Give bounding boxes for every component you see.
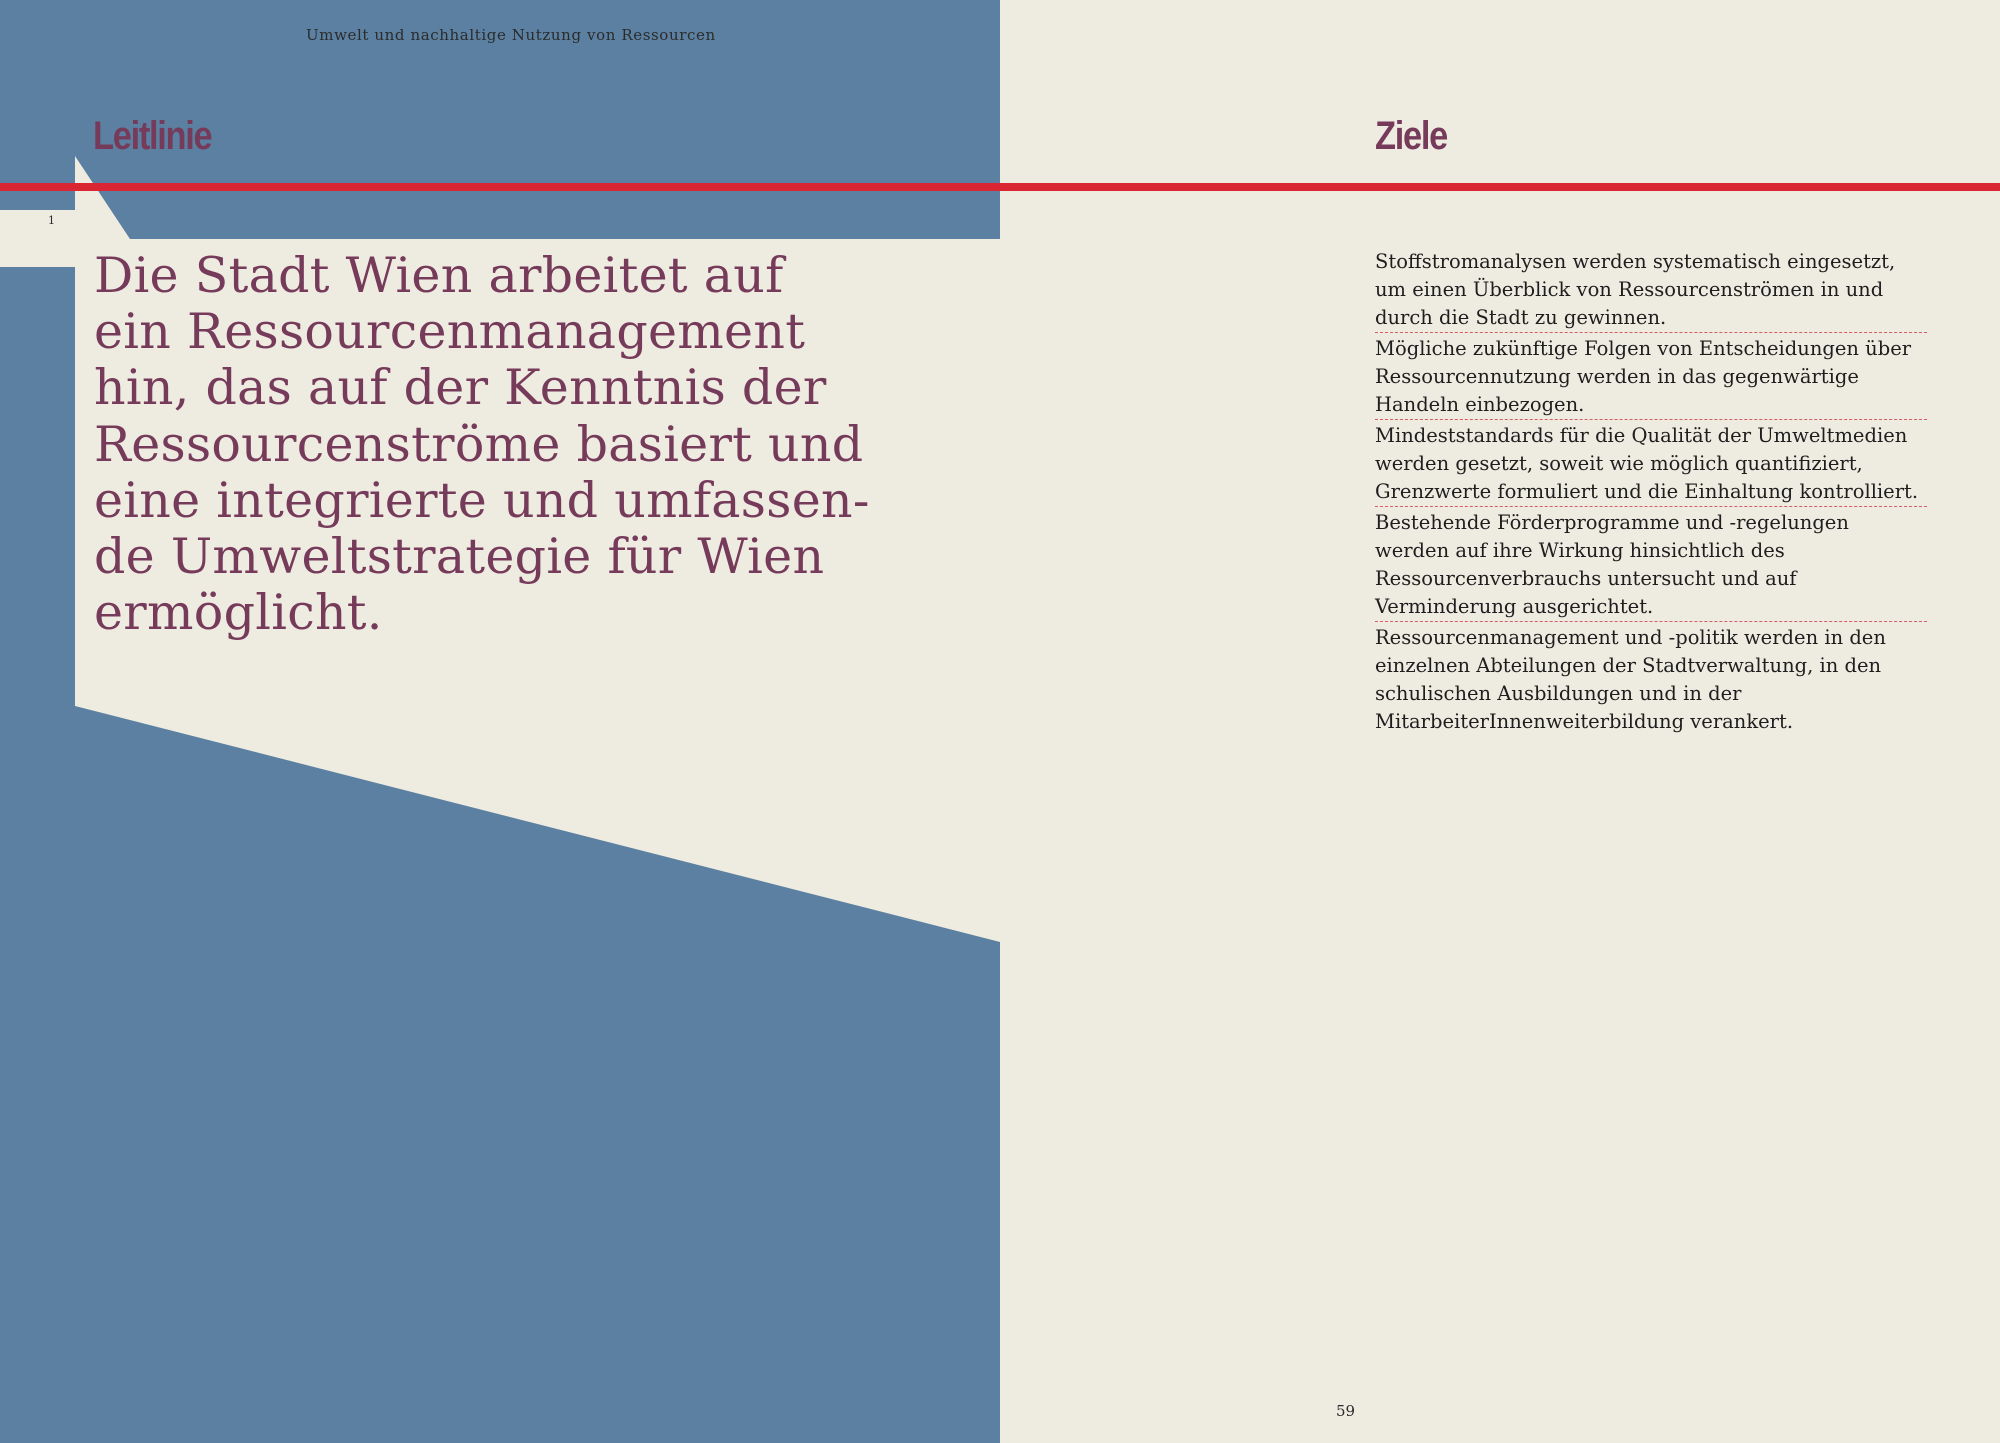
- goal-item: Mindeststandards für die Qualität der Umweltmedien werden gesetzt, soweit wie möglich quantifiziert, Grenzwerte formuliert und die Einhaltung kontrolliert.: [1375, 422, 1927, 507]
- guideline-line: ein Ressourcenmanagement: [94, 303, 806, 361]
- goal-item: Mögliche zukünftige Folgen von Entscheidungen über Ressourcennutzung werden in das gegenwärtige Handeln einbezogen.: [1375, 335, 1927, 420]
- guideline-heading: Leitlinie: [93, 114, 212, 158]
- guideline-line: Ressourcenströme basiert und: [94, 415, 864, 473]
- right-page: [1000, 0, 2000, 1443]
- tab-number: 1: [48, 214, 55, 227]
- tab-strip: [0, 210, 76, 267]
- red-divider-rule: [0, 183, 2000, 191]
- goal-item: Bestehende Förderprogramme und -regelungen werden auf ihre Wirkung hinsichtlich des Ressourcenverbrauchs untersucht und auf Verminderung ausgerichtet.: [1375, 509, 1927, 622]
- page-number: 59: [1336, 1402, 1356, 1420]
- guideline-line: Die Stadt Wien arbeitet auf: [94, 247, 784, 304]
- goal-item: Stoffstromanalysen werden systematisch eingesetzt, um einen Überblick von Ressourcenströmen in und durch die Stadt zu gewinnen.: [1375, 248, 1927, 333]
- guideline-statement: [94, 248, 934, 641]
- guideline-line: ermöglicht.: [94, 584, 383, 642]
- goals-list: [1375, 248, 1927, 738]
- guideline-line: hin, das auf der Kenntnis der: [94, 359, 827, 417]
- guideline-line: eine integrierte und umfassen-: [94, 471, 870, 529]
- running-header: Umwelt und nachhaltige Nutzung von Ressourcen: [306, 26, 716, 44]
- guideline-line: de Umweltstrategie für Wien: [94, 528, 825, 586]
- goal-item: Ressourcenmanagement und -politik werden in den einzelnen Abteilungen der Stadtverwaltung, in den schulischen Ausbildungen und in der MitarbeiterInnenweiterbildung verankert.: [1375, 626, 1886, 733]
- goals-heading: Ziele: [1375, 114, 1447, 158]
